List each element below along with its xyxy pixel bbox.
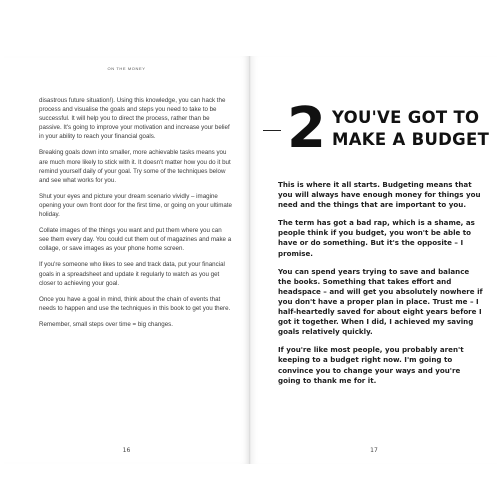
page-number-left: 16 [122,447,131,454]
chapter-heading [251,94,497,168]
right-paragraph: This is where it all starts. Budgeting means that you will always have enough money for things you need and the things that are important to you. [278,180,481,210]
left-paragraph: Shut your eyes and picture your dream scenario vividly – imagine opening your own front door for the first time, or going on your ultimate holiday. [39,192,232,219]
chapter-title: YOU'VE GOT TO MAKE A BUDGET [332,108,490,149]
right-page [251,56,497,464]
left-paragraph: disastrous future situation!). Using this knowledge, you can hack the process and visualise the goals and steps you need to take to be successful. It will help you to direct the process, rather than be passive. It's going to improve your motivation and increase your belief in your ability to reach your financial goals. [39,97,230,141]
left-paragraph: Breaking goals down into smaller, more achievable tasks means you are much more likely to stick with it. It doesn't matter how you do it but remind yourself daily of your goal. Try some of the techniques below and see what works for you. [39,149,231,184]
left-page-body [39,96,232,336]
page-number-right: 17 [370,447,378,454]
running-head: ON THE MONEY [107,66,146,71]
left-paragraph: Collate images of the things you want and put them where you can see them every day. You could cut them out of magazines and make a collage, or save images as your phone home screen. [39,227,232,253]
chapter-number: 2 [287,96,326,161]
right-paragraph: The term has got a bad rap, which is a shame, as people think if you budget, you won't be able to have or do something. But it's the opposite – I promise. [278,218,475,258]
right-paragraph: You can spend years trying to save and balance the books. Something that takes effort and headspace – and will get you absolutely nowhere if you don't have a proper plan in place. Trust me – I half-heartedly saved for about eight years before I got it together. When I did, I achieved my saving goals relatively quickly. [278,266,483,337]
chapter-rule [263,130,281,131]
right-page-body [278,180,484,394]
left-page [4,56,249,464]
right-paragraph: If you're like most people, you probably aren't keeping to a budget right now. I'm going to convince you to change your ways and you're going to thank me for it. [278,345,464,385]
left-paragraph: Remember, small steps over time = big changes. [39,320,173,328]
left-paragraph: If you're someone who likes to see and track data, put your financial goals in a spreadsheet and update it regularly to watch as you get closer to achieving your goal. [39,261,225,287]
left-paragraph: Once you have a goal in mind, think about the chain of events that needs to happen and use the techniques in this book to get you there. [39,295,231,312]
